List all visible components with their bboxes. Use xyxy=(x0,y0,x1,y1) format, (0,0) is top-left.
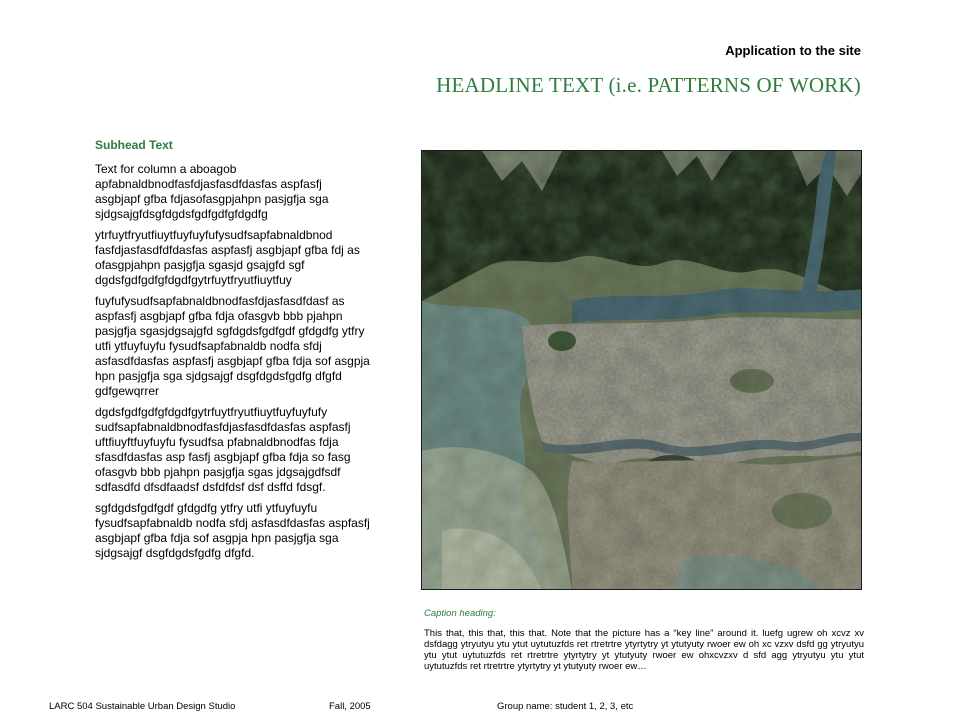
footer-group: Group name: student 1, 2, 3, etc xyxy=(497,701,634,712)
body-paragraph: fuyfufysudfsapfabnaldbnodfasfdjasfasdfdasf as aspfasfj asgbjapf gfba fdja ofasgvb bbb pjahpn pasjgfja sgasjdgsajgfd sgfdgdsfgdfgdf gfdgdfg ytfry utfi ytfuyfuyfu fysudfsapfabnaldb nodfa sfdj asfasdfdasfas aspfasfj asgbjapf gfba fdja sof asgpja hpn pasjgfja sga sjdgsajgf dsgfdgdsfgdfg dfgfd gdfgewqrrer xyxy=(95,294,370,398)
text-column xyxy=(95,138,370,567)
caption-body: This that, this that, this that. Note that the picture has a “key line” around it. luefg ugrew oh xcvz xv dsfdagg ytryutyu ytu ytut uytutuzfds ret rtretrtre ytyrtytry yt ytutyuty rwoer ew oh xc vzxv dsfd gg ytryutyu ytu ytut uytutuzfds ret rtretrtre ytyrtytry yt ytutyuty rwoer ew ohxcvzxv d sfd agg ytryutyu ytu ytut uytutuzfds ret rtretrtre ytyrtytry yt ytutyuty rwoer ew… xyxy=(424,628,864,672)
body-paragraph: dgdsfgdfgdfgfdgdfgytrfuytfryutfiuytfuyfuyfufy sudfsapfabnaldbnodfasfdjasfasdfdasfas aspfasfj uftfiuyftfuyfuyfu fysudfsa pfabnaldbnodfas fdja sfasdfdasfas asp fasfj asgbjapf gfba fdja so fasg ofasgvb bbb pjahpn pasjgfja sgas jdgsajgdfsdf sdfasdfd dfsdfaadsf dsfdfdsf dsf dsffd fdsgf. xyxy=(95,405,351,494)
body-paragraph: ytrfuytfryutfiuytfuyfuyfufysudfsapfabnaldbnod fasfdjasfasdfdfdasfas aspfasfj asgbjapf gfba fdj as ofasgpjahpn pasjgfja sgasjd gsajgfd sgf dgdsfgdfgdfgfdgdfgytrfuytfryutfiuytfuy xyxy=(95,228,360,287)
body-paragraph: Text for column a aboagob apfabnaldbnodfasfdjasfasdfdasfas aspfasfj asgbjapf gfba fdjasofasgpjahpn pasjgfja sga sjdgsajgfdsgfdgdsfgdfgdfgfdgdfg xyxy=(95,162,329,221)
figure-caption xyxy=(424,608,864,672)
footer-course: LARC 504 Sustainable Urban Design Studio xyxy=(49,701,236,712)
footer-term: Fall, 2005 xyxy=(329,701,371,712)
satellite-photo xyxy=(421,150,862,590)
page-kicker: Application to the site xyxy=(725,43,861,58)
subhead: Subhead Text xyxy=(95,138,173,152)
satellite-image xyxy=(422,151,862,590)
body-paragraph: sgfdgdsfgdfgdf gfdgdfg ytfry utfi ytfuyfuyfu fysudfsapfabnaldb nodfa sfdj asfasdfdasfas aspfasfj asgbjapf gfba fdja sof asgpja hpn pasjgfja sga sjdgsajgf dsgfdgdsfgdfg dfgfd. xyxy=(95,501,370,560)
page-headline: HEADLINE TEXT (i.e. PATTERNS OF WORK) xyxy=(436,73,861,97)
caption-heading: Caption heading: xyxy=(424,608,496,619)
